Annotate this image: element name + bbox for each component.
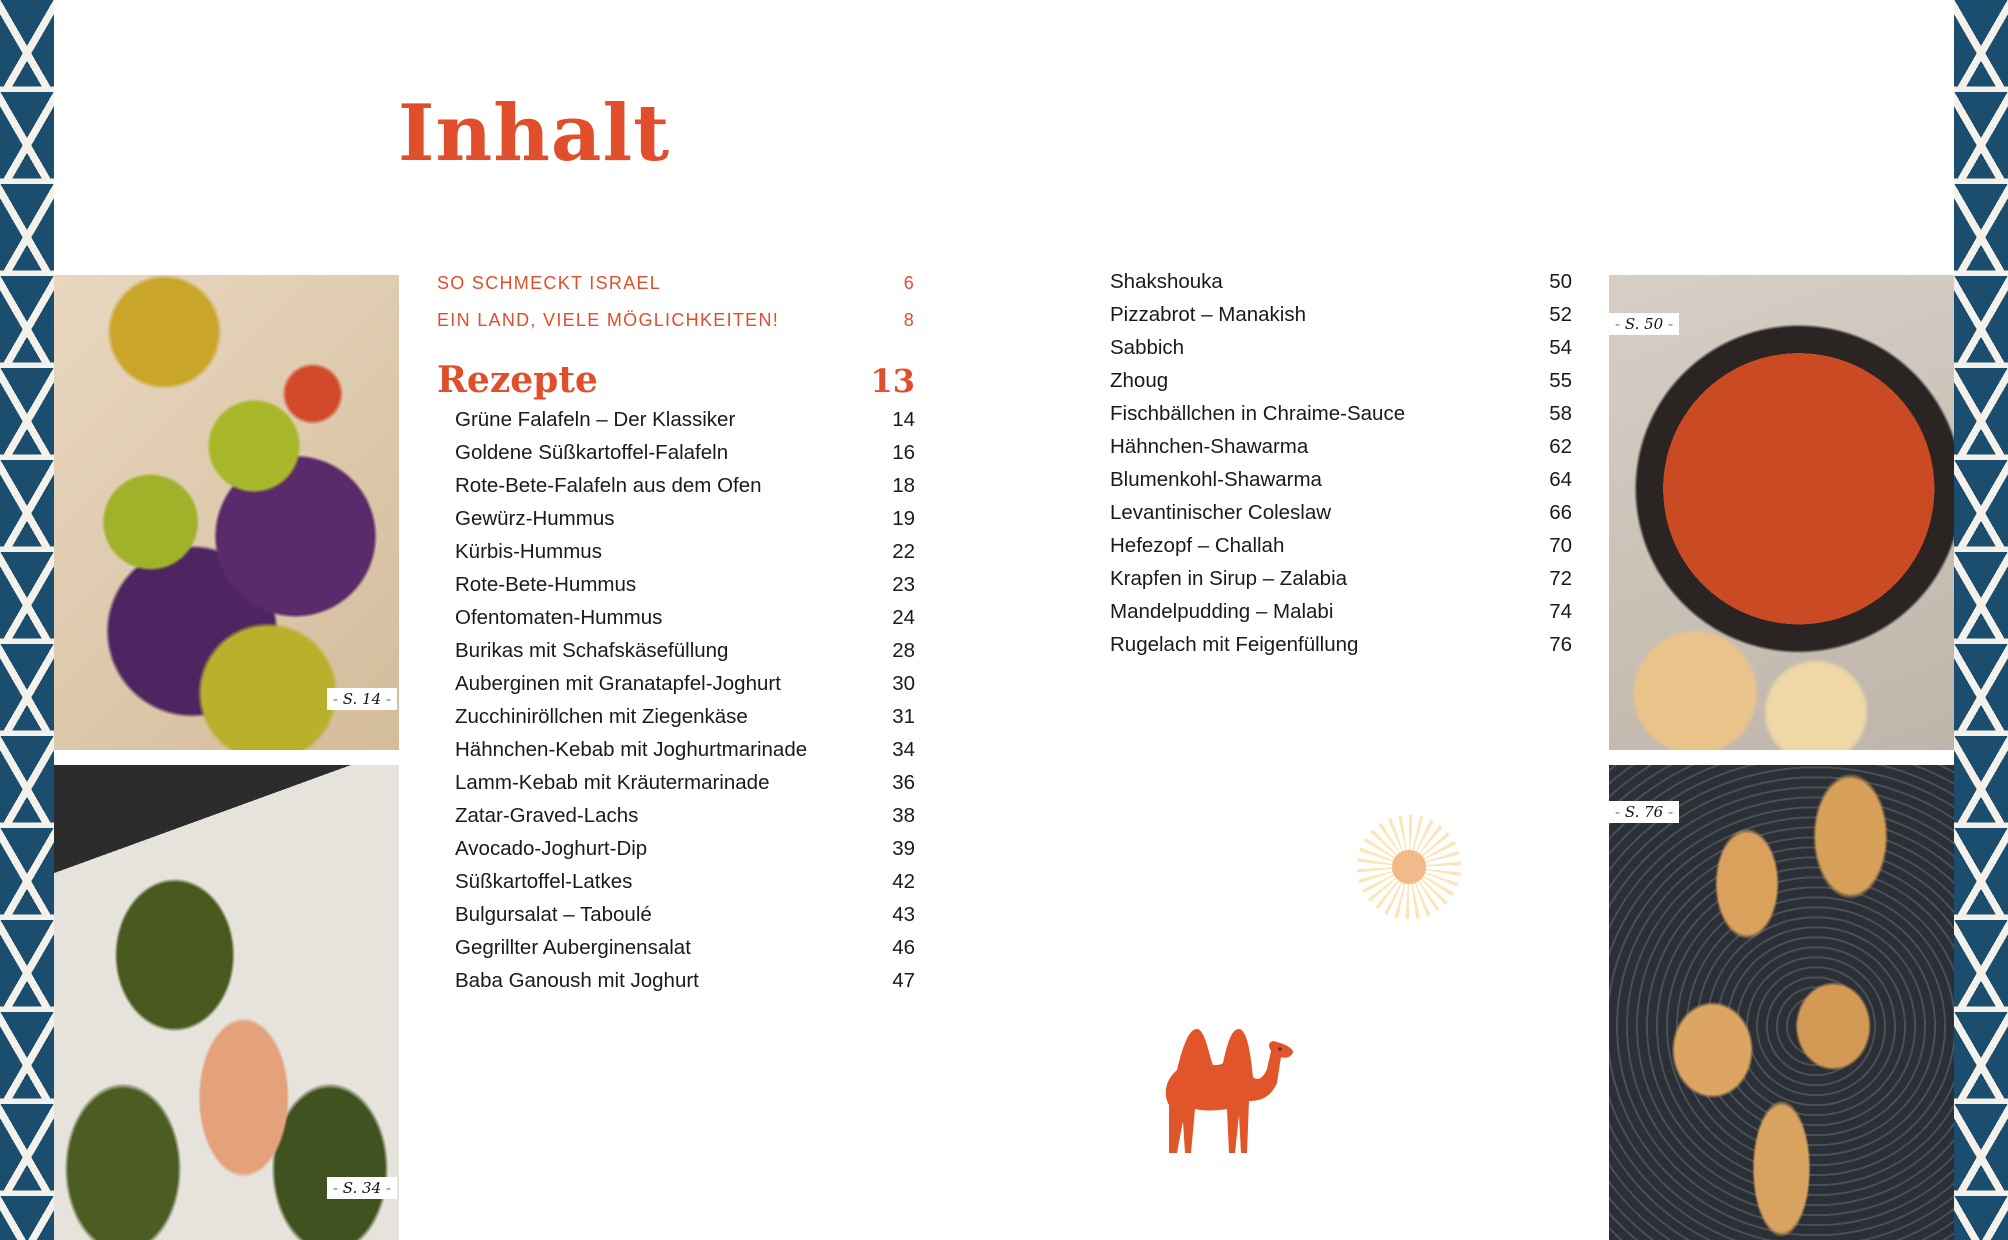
page-number: 52	[1549, 303, 1572, 326]
toc-recipe-entry[interactable]	[1110, 364, 1572, 397]
page-number: 43	[892, 903, 915, 926]
recipe-list-left	[437, 403, 915, 997]
toc-recipe-entry[interactable]	[437, 568, 915, 601]
page-number: 55	[1549, 369, 1572, 392]
toc-recipe-entry[interactable]	[1110, 529, 1572, 562]
recipe-title: Gewürz-Hummus	[455, 507, 615, 530]
toc-recipe-entry[interactable]	[437, 403, 915, 436]
page-number: 18	[892, 474, 915, 497]
page-number: 76	[1549, 633, 1572, 656]
recipe-title: Zucchiniröllchen mit Ziegenkäse	[455, 705, 748, 728]
decorative-border-right	[1954, 0, 2008, 1240]
page-number: 62	[1549, 435, 1572, 458]
recipe-title: Baba Ganoush mit Joghurt	[455, 969, 699, 992]
page-number: 74	[1549, 600, 1572, 623]
page-number: 46	[892, 936, 915, 959]
recipe-title: Hefezopf – Challah	[1110, 534, 1285, 557]
recipe-title: Rote-Bete-Hummus	[455, 573, 637, 596]
toc-recipe-entry[interactable]	[437, 469, 915, 502]
toc-recipe-entry[interactable]	[437, 931, 915, 964]
toc-recipe-entry[interactable]	[437, 700, 915, 733]
recipe-title: Hähnchen-Kebab mit Joghurtmarinade	[455, 738, 808, 761]
page-number: 22	[892, 540, 915, 563]
photo-rugelach	[1609, 765, 1954, 1240]
toc-recipe-entry[interactable]	[1110, 463, 1572, 496]
photo-page-label: - S. 34 -	[327, 1177, 397, 1199]
page-number: 50	[1549, 270, 1572, 293]
recipe-title: Kürbis-Hummus	[455, 540, 602, 563]
photo-shakshouka	[1609, 275, 1954, 750]
page-number: 14	[892, 408, 915, 431]
recipe-title: Auberginen mit Granatapfel-Joghurt	[455, 672, 781, 695]
recipe-title: Rugelach mit Feigenfüllung	[1110, 633, 1359, 656]
recipe-title: Shakshouka	[1110, 270, 1223, 293]
page-number: 19	[892, 507, 915, 530]
toc-recipe-entry[interactable]	[437, 601, 915, 634]
toc-recipe-entry[interactable]	[1110, 265, 1572, 298]
recipe-title: Zatar-Graved-Lachs	[455, 804, 639, 827]
toc-recipe-entry[interactable]	[437, 667, 915, 700]
page-number: 23	[892, 573, 915, 596]
toc-section-heading[interactable]: Rezepte 13	[437, 359, 915, 401]
toc-recipe-entry[interactable]	[437, 733, 915, 766]
toc-recipe-entry[interactable]	[437, 766, 915, 799]
page-number: 54	[1549, 336, 1572, 359]
toc-recipe-entry[interactable]	[437, 865, 915, 898]
page-number: 66	[1549, 501, 1572, 524]
page-number: 47	[892, 969, 915, 992]
recipe-title: Levantinischer Coleslaw	[1110, 501, 1332, 524]
page-number: 28	[892, 639, 915, 662]
recipe-title: Fischbällchen in Chraime-Sauce	[1110, 402, 1406, 425]
toc-recipe-entry[interactable]	[1110, 496, 1572, 529]
page-number: 34	[892, 738, 915, 761]
toc-intro-entry[interactable]: EIN LAND, VIELE MÖGLICHKEITEN! 8	[437, 310, 915, 330]
recipe-title: Gegrillter Auberginensalat	[455, 936, 691, 959]
toc-recipe-entry[interactable]	[1110, 298, 1572, 331]
toc-recipe-entry[interactable]	[437, 535, 915, 568]
recipe-title: Zhoug	[1110, 369, 1169, 392]
recipe-title: Krapfen in Sirup – Zalabia	[1110, 567, 1348, 590]
toc-recipe-entry[interactable]	[437, 799, 915, 832]
recipe-title: Ofentomaten-Hummus	[455, 606, 663, 629]
page-number: 42	[892, 870, 915, 893]
photo-page-label: - S. 14 -	[327, 688, 397, 710]
recipe-title: Burikas mit Schafskäsefüllung	[455, 639, 729, 662]
toc-recipe-entry[interactable]	[437, 436, 915, 469]
recipe-title: Pizzabrot – Manakish	[1110, 303, 1306, 326]
photo-page-label: - S. 50 -	[1609, 313, 1679, 335]
recipe-title: Avocado-Joghurt-Dip	[455, 837, 648, 860]
toc-right-column	[1110, 265, 1572, 661]
page-number: 36	[892, 771, 915, 794]
recipe-title: Süßkartoffel-Latkes	[455, 870, 633, 893]
sun-icon	[1350, 808, 1468, 926]
decorative-border-left	[0, 0, 54, 1240]
toc-recipe-entry[interactable]	[1110, 595, 1572, 628]
page-number: 30	[892, 672, 915, 695]
recipe-title: Sabbich	[1110, 336, 1185, 359]
page-number: 72	[1549, 567, 1572, 590]
recipe-title: Lamm-Kebab mit Kräutermarinade	[455, 771, 770, 794]
page-number: 70	[1549, 534, 1572, 557]
page-number: 58	[1549, 402, 1572, 425]
page-number: 24	[892, 606, 915, 629]
toc-intro-entry[interactable]: SO SCHMECKT ISRAEL 6	[437, 273, 915, 293]
recipe-title: Bulgursalat – Taboulé	[455, 903, 652, 926]
photo-kebab	[54, 765, 399, 1240]
page-number: 31	[892, 705, 915, 728]
toc-recipe-entry[interactable]	[437, 634, 915, 667]
recipe-list-right	[1110, 265, 1572, 661]
toc-recipe-entry[interactable]	[1110, 331, 1572, 364]
toc-recipe-entry[interactable]	[437, 898, 915, 931]
recipe-title: Blumenkohl-Shawarma	[1110, 468, 1322, 491]
recipe-title: Hähnchen-Shawarma	[1110, 435, 1309, 458]
recipe-title: Rote-Bete-Falafeln aus dem Ofen	[455, 474, 762, 497]
photo-page-label: - S. 76 -	[1609, 801, 1679, 823]
toc-recipe-entry[interactable]	[437, 502, 915, 535]
page-number: 38	[892, 804, 915, 827]
page-number: 16	[892, 441, 915, 464]
camel-icon	[1155, 1025, 1295, 1155]
recipe-title: Mandelpudding – Malabi	[1110, 600, 1334, 623]
toc-recipe-entry[interactable]	[437, 832, 915, 865]
toc-recipe-entry[interactable]	[1110, 562, 1572, 595]
toc-recipe-entry[interactable]	[1110, 397, 1572, 430]
recipe-title: Goldene Süßkartoffel-Falafeln	[455, 441, 729, 464]
page-title: Inhalt	[398, 88, 671, 179]
photo-falafel	[54, 275, 399, 750]
toc-recipe-entry[interactable]	[1110, 430, 1572, 463]
recipe-title: Grüne Falafeln – Der Klassiker	[455, 408, 736, 431]
toc-recipe-entry[interactable]	[1110, 628, 1572, 661]
toc-recipe-entry[interactable]	[437, 964, 915, 997]
page-number: 64	[1549, 468, 1572, 491]
toc-left-column	[437, 265, 915, 997]
page-number: 39	[892, 837, 915, 860]
